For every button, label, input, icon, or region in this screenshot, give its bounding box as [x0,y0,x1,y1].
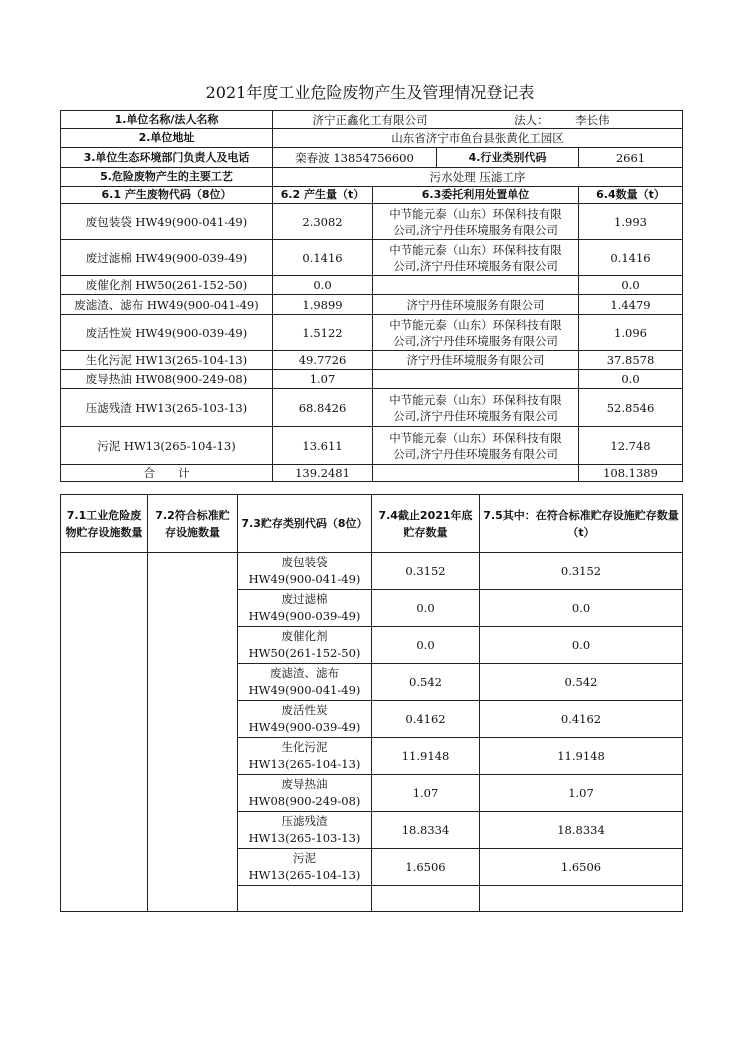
storage-code-value: HW08(900-249-08) [248,794,361,808]
waste-code: 废活性炭 HW49(900-039-49) [61,315,273,351]
unit-name-value: 济宁正鑫化工有限公司 [312,112,428,127]
disposal-unit-line1: 中节能元泰（山东）环保科技有限 [389,242,562,257]
storage-stock: 1.6506 [372,849,480,886]
disposal-unit-line1: 中节能元泰（山东）环保科技有限 [389,430,562,445]
waste-code: 生化污泥 HW13(265-104-13) [61,351,273,370]
waste-code: 废包装袋 HW49(900-041-49) [61,204,273,240]
storage-standard-stock: 1.07 [480,775,683,812]
standard-facility-count [148,553,238,912]
waste-code: 废滤渣、滤布 HW49(900-041-49) [61,295,273,315]
waste-amount: 1.9899 [273,295,373,315]
disposal-unit [373,315,579,351]
disposal-quantity: 1.4479 [579,295,683,315]
storage-stock: 0.4162 [372,701,480,738]
waste-amount: 49.7726 [273,351,373,370]
storage-facility-count [61,553,148,912]
contact-label: 3.单位生态环境部门负责人及电话 [61,148,273,168]
address-label: 2.单位地址 [61,129,273,148]
storage-standard-stock: 0.0 [480,590,683,627]
header-storage-facilities: 7.1工业危险废物贮存设施数量 [61,495,148,553]
disposal-unit: 济宁丹佳环境服务有限公司 [373,351,579,370]
storage-name: 生化污泥 [281,740,328,754]
storage-stock: 0.3152 [372,553,480,590]
process-value: 污水处理 压滤工序 [273,168,683,187]
empty-cell [480,886,683,912]
storage-stock: 11.9148 [372,738,480,775]
table-row [61,276,683,295]
header-quantity: 6.4数量（t） [579,187,683,204]
storage-code [238,738,372,775]
storage-name: 压滤残渣 [281,814,328,828]
storage-code-value: HW49(900-041-49) [248,572,361,586]
storage-standard-stock: 0.0 [480,627,683,664]
legal-name-value: 李长伟 [575,112,610,127]
storage-code-value: HW13(265-104-13) [248,868,361,882]
disposal-quantity: 1.096 [579,315,683,351]
total-disposal-unit [373,465,579,482]
storage-standard-stock: 0.542 [480,664,683,701]
disposal-unit [373,427,579,465]
disposal-unit-line1: 中节能元泰（山东）环保科技有限 [389,317,562,332]
waste-amount: 0.1416 [273,240,373,276]
storage-name: 废过滤棉 [281,592,328,606]
total-amount: 139.2481 [273,465,373,482]
disposal-unit: 济宁丹佳环境服务有限公司 [373,295,579,315]
disposal-unit [373,370,579,389]
storage-stock: 1.07 [372,775,480,812]
disposal-quantity: 0.0 [579,276,683,295]
total-quantity: 108.1389 [579,465,683,482]
table-row [61,240,683,276]
waste-amount: 13.611 [273,427,373,465]
disposal-unit [373,240,579,276]
table-row [61,295,683,315]
disposal-quantity: 0.1416 [579,240,683,276]
storage-name: 污泥 [293,851,316,865]
legal-label: 法人： [514,112,549,127]
storage-code-value: HW49(900-039-49) [248,609,361,623]
page-title: 2021年度工业危险废物产生及管理情况登记表 [205,83,535,102]
waste-code: 废催化剂 HW50(261-152-50) [61,276,273,295]
storage-name: 废催化剂 [281,629,328,643]
waste-amount: 2.3082 [273,204,373,240]
storage-code [238,553,372,590]
waste-code: 废导热油 HW08(900-249-08) [61,370,273,389]
disposal-unit [373,389,579,427]
disposal-unit [373,276,579,295]
disposal-unit [373,204,579,240]
waste-code: 污泥 HW13(265-104-13) [61,427,273,465]
storage-code-value: HW13(265-103-13) [248,831,361,845]
storage-stock: 0.542 [372,664,480,701]
table-row [61,553,683,590]
table-row [61,351,683,370]
storage-code [238,849,372,886]
storage-standard-stock: 1.6506 [480,849,683,886]
disposal-unit-line2: 公司,济宁丹佳环境服务有限公司 [393,258,558,273]
waste-amount: 0.0 [273,276,373,295]
waste-amount: 1.5122 [273,315,373,351]
empty-cell [238,886,372,912]
header-standard-stock: 7.5其中：在符合标准贮存设施贮存数量（t） [480,495,683,553]
storage-stock: 0.0 [372,590,480,627]
table-row [61,370,683,389]
storage-code-value: HW49(900-041-49) [248,683,361,697]
storage-stock: 0.0 [372,627,480,664]
storage-name: 废滤渣、滤布 [270,666,339,680]
waste-code: 压滤残渣 HW13(265-103-13) [61,389,273,427]
disposal-unit-line2: 公司,济宁丹佳环境服务有限公司 [393,408,558,423]
storage-code [238,701,372,738]
empty-cell [372,886,480,912]
storage-code [238,775,372,812]
disposal-quantity: 52.8546 [579,389,683,427]
waste-amount: 68.8426 [273,389,373,427]
total-row [61,465,683,482]
storage-code-value: HW13(265-104-13) [248,757,361,771]
header-standard-facilities: 7.2符合标准贮存设施数量 [148,495,238,553]
storage-standard-stock: 0.3152 [480,553,683,590]
industry-code-value: 2661 [579,148,683,168]
storage-standard-stock: 18.8334 [480,812,683,849]
address-value: 山东省济宁市鱼台县张黄化工园区 [273,129,683,148]
disposal-quantity: 1.993 [579,204,683,240]
storage-stock: 18.8334 [372,812,480,849]
disposal-unit-line2: 公司,济宁丹佳环境服务有限公司 [393,333,558,348]
unit-name-cell [273,111,683,129]
storage-name: 废包装袋 [281,555,328,569]
table-row [61,389,683,427]
header-disposal-unit: 6.3委托利用处置单位 [373,187,579,204]
disposal-quantity: 0.0 [579,370,683,389]
storage-code-value: HW49(900-039-49) [248,720,361,734]
disposal-unit-line1: 中节能元泰（山东）环保科技有限 [389,206,562,221]
disposal-unit-line2: 公司,济宁丹佳环境服务有限公司 [393,446,558,461]
header-storage-code: 7.3贮存类别代码（8位） [238,495,372,553]
waste-summary-table [60,110,683,482]
storage-code [238,627,372,664]
storage-standard-stock: 0.4162 [480,701,683,738]
contact-value: 栾春波 13854756600 [273,148,437,168]
process-label: 5.危险废物产生的主要工艺 [61,168,273,187]
table-row [61,427,683,465]
storage-code [238,664,372,701]
storage-table [60,494,683,912]
storage-name: 废导热油 [281,777,328,791]
header-waste-code: 6.1 产生废物代码（8位） [61,187,273,204]
disposal-quantity: 37.8578 [579,351,683,370]
storage-code [238,812,372,849]
waste-amount: 1.07 [273,370,373,389]
industry-label: 4.行业类别代码 [437,148,579,168]
header-year-end-stock: 7.4截止2021年底贮存数量 [372,495,480,553]
storage-standard-stock: 11.9148 [480,738,683,775]
total-label: 合 计 [61,465,273,482]
waste-code: 废过滤棉 HW49(900-039-49) [61,240,273,276]
table-row [61,204,683,240]
disposal-quantity: 12.748 [579,427,683,465]
storage-name: 废活性炭 [281,703,328,717]
unit-name-label: 1.单位名称/法人名称 [61,111,273,129]
storage-code [238,590,372,627]
table-row [61,315,683,351]
disposal-unit-line1: 中节能元泰（山东）环保科技有限 [389,392,562,407]
disposal-unit-line2: 公司,济宁丹佳环境服务有限公司 [393,222,558,237]
header-amount: 6.2 产生量（t） [273,187,373,204]
storage-code-value: HW50(261-152-50) [248,646,361,660]
